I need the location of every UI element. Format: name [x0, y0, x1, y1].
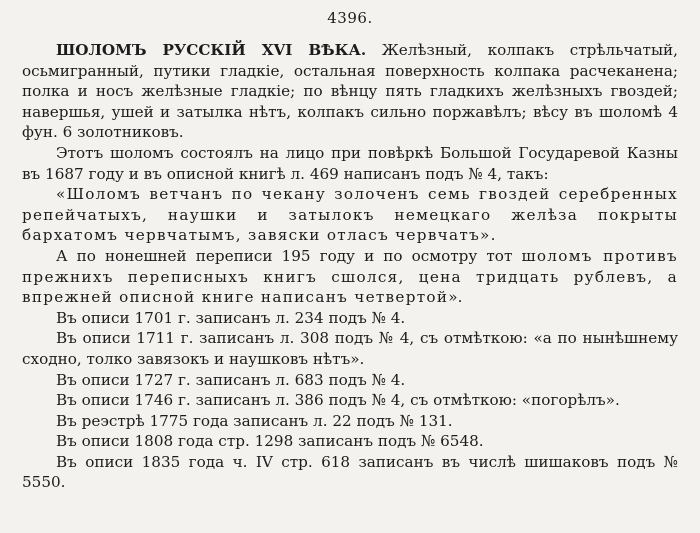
inventory-entry-1711: Въ описи 1711 г. записанъ л. 308 подъ № 4, съ отмѣткою: «а по нынѣшнему сходно, толко завязокъ и наушковъ нѣтъ».	[22, 329, 678, 368]
inventory-entry-1746: Въ описи 1746 г. записанъ л. 386 подъ № 4, съ отмѣткою: «погорѣлъ».	[56, 391, 620, 410]
document-body	[22, 40, 678, 493]
inventory-quote: «Шоломъ ветчанъ по чекану золоченъ семь гвоздей серебренных репейчатыхъ, наушки и затылокъ немецкаго желѣза покрыты бархатомъ червчатымъ, завяски отласъ червчатъ».	[22, 185, 678, 245]
inventory-entry-1808: Въ описи 1808 года стр. 1298 записанъ подъ № 6548.	[56, 432, 484, 451]
item-description	[22, 40, 678, 143]
recount-paragraph	[22, 246, 678, 308]
inventory-paragraph: Этотъ шоломъ состоялъ на лицо при повѣркѣ Большой Государевой Казны въ 1687 году и въ описной книгѣ л. 469 написанъ подъ № 4, такъ:	[22, 143, 678, 183]
recount-quote: шоломъ противъ прежнихъ переписныхъ книгъ сшолся, цена тридцать рублевъ, а впрежней описной книге написанъ четвертой	[22, 246, 678, 307]
inventory-entry-1775: Въ реэстрѣ 1775 года записанъ л. 22 подъ № 131.	[56, 411, 453, 430]
inventory-entry-1835: Въ описи 1835 года ч. IV стр. 618 записанъ въ числѣ шишаковъ подъ № 5550.	[22, 452, 678, 492]
inventory-entry-1727: Въ описи 1727 г. записанъ л. 683 подъ № 4.	[56, 370, 406, 389]
page-number: 4396.	[327, 9, 373, 27]
recount-prefix: А по нонешней переписи 195 году и по осмотру тот	[56, 246, 522, 265]
item-description-text: Желѣзный, колпакъ стрѣльчатый, осьмигранный, путики гладкіе, остальная поверхность колпака расчеканена; полка и носъ желѣзные гладкіе; по вѣнцу пять гладкихъ желѣзныхъ гвоздей; навершья, ушей и затылка нѣтъ, колпакъ сильно поржавѣлъ; вѣсу въ шоломѣ 4 фун. 6 золотниковъ.	[22, 41, 678, 142]
recount-suffix: ».	[448, 288, 463, 307]
inventory-entry-1701: Въ описи 1701 г. записанъ л. 234 подъ № 4.	[56, 308, 406, 327]
item-heading: ШОЛОМЪ РУССКІЙ XVI ВѢКА.	[56, 41, 367, 59]
